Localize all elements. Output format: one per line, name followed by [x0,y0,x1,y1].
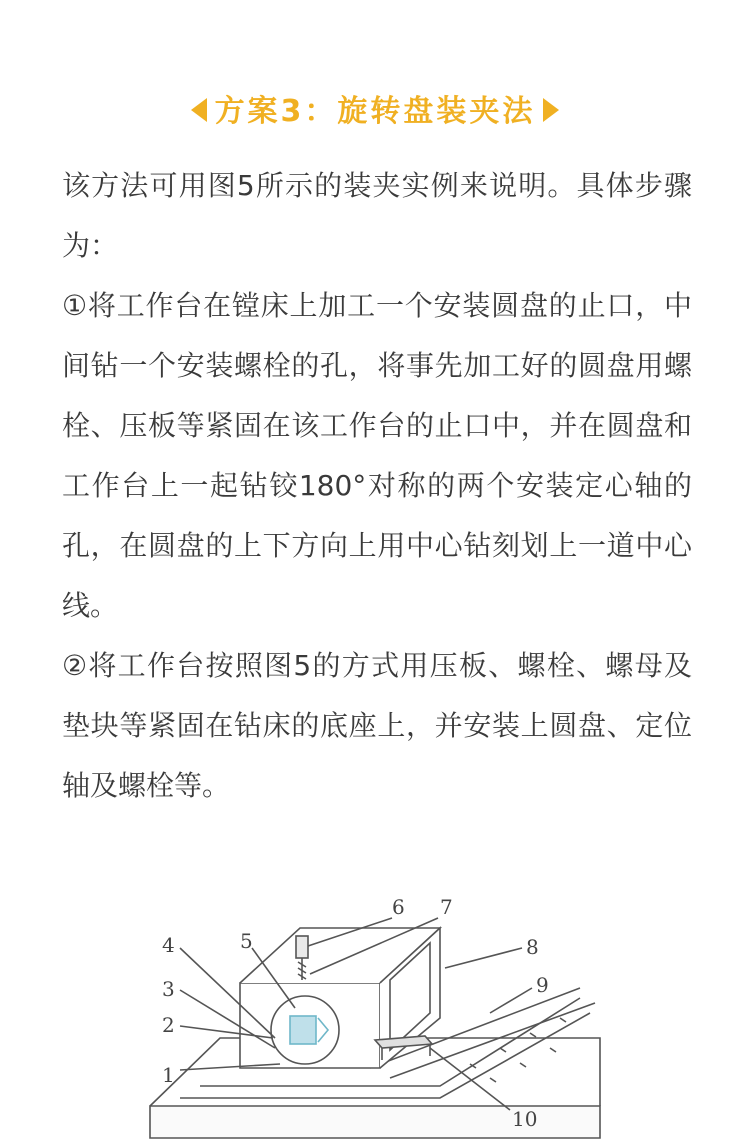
locating-block [290,1016,316,1044]
label-2: 2 [162,1013,175,1037]
label-9: 9 [536,973,549,997]
triangle-left-icon [191,98,207,122]
label-10: 10 [512,1107,538,1131]
paragraph-step-1: ①将工作台在镗床上加工一个安装圆盘的止口，中间钻一个安装螺栓的孔，将事先加工好的圆盘用螺栓、压板等紧固在该工作台的止口中，并在圆盘和工作台上一起钻铰180°对称的两个安装定心轴的孔，在圆盘的上下方向上用中心钻刻划上一道中心线。 [62,289,692,622]
fixture-diagram [140,888,610,1148]
label-8: 8 [526,935,539,959]
label-5: 5 [240,929,253,953]
paragraph-step-2: ②将工作台按照图5的方式用压板、螺栓、螺母及垫块等紧固在钻床的底座上，并安装上圆盘、定位轴及螺栓等。 [62,649,692,802]
label-1: 1 [162,1063,175,1087]
heading-text: 方案3：旋转盘装夹法 [214,94,536,129]
leader-10 [430,1048,510,1110]
drill-chuck [296,936,308,958]
label-7: 7 [440,895,453,919]
triangle-right-icon [543,98,559,122]
label-4: 4 [162,933,175,957]
label-6: 6 [392,895,405,919]
leader-8 [445,948,522,968]
paragraph-intro: 该方法可用图5所示的装夹实例来说明。具体步骤为： [62,169,692,262]
section-heading [0,86,750,130]
label-3: 3 [162,977,175,1001]
fixture-diagram-svg [140,888,610,1148]
article-body [62,156,692,816]
